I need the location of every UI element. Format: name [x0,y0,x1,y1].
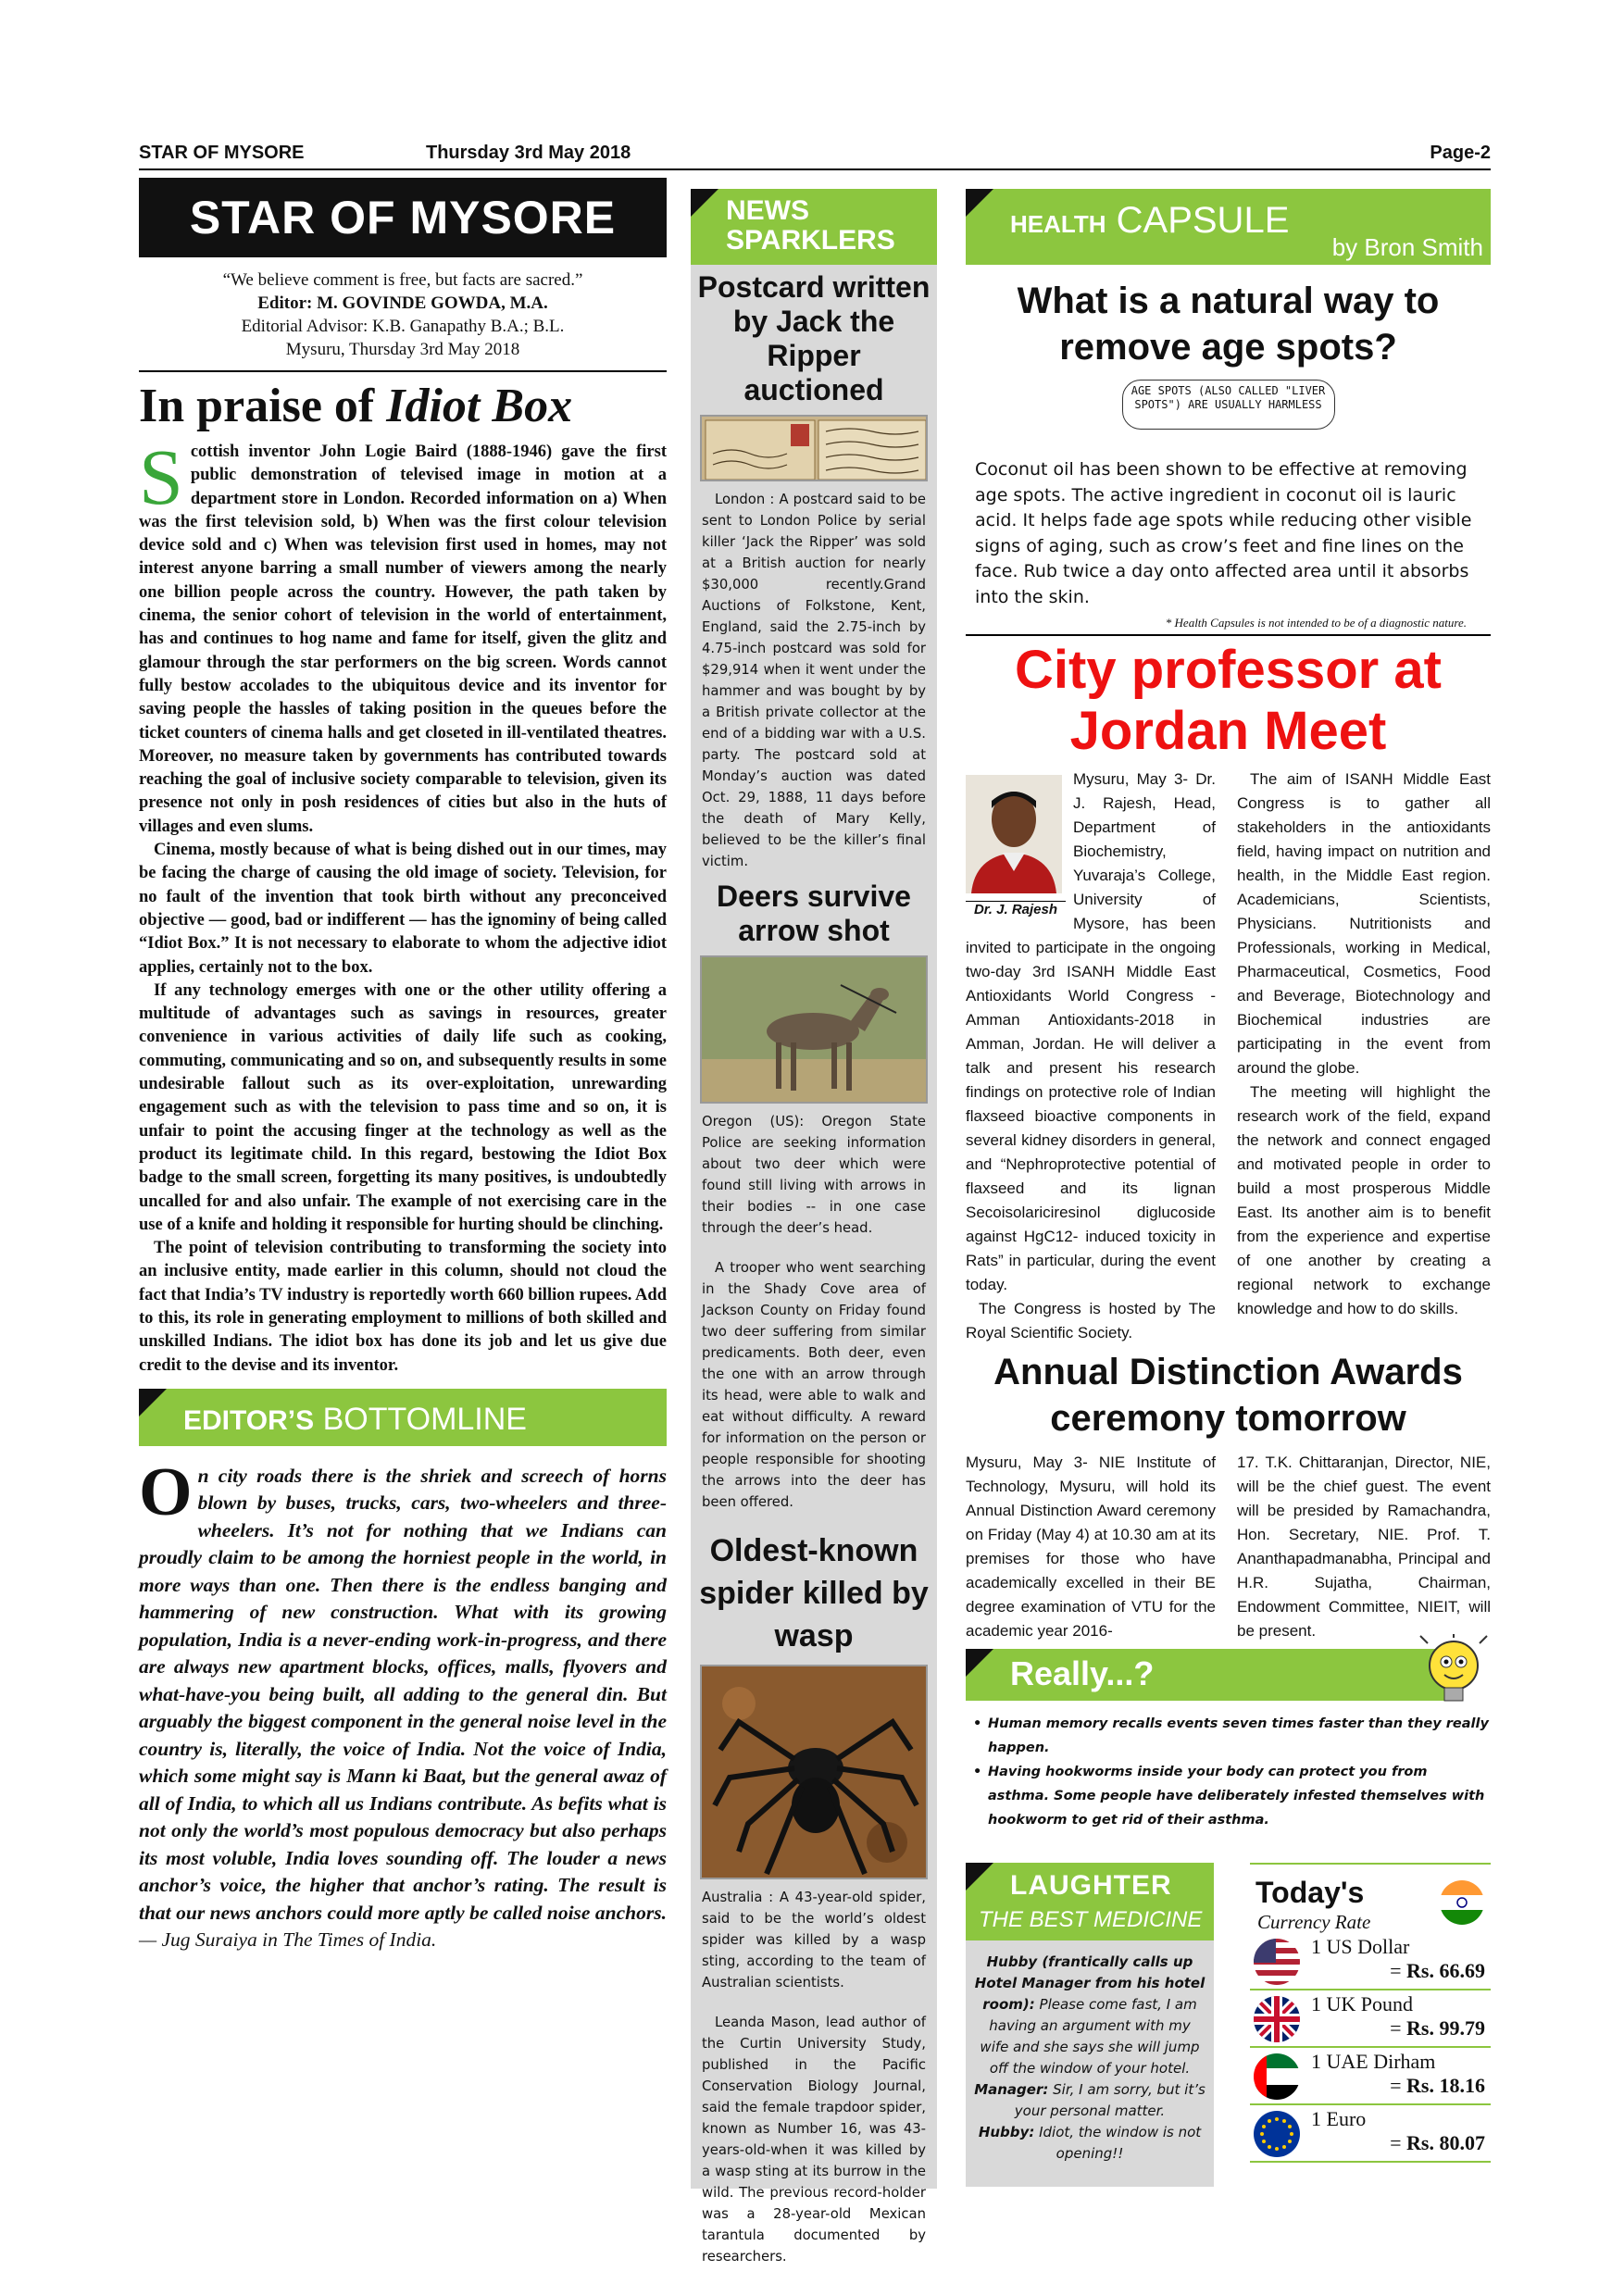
corner-triangle [691,189,718,217]
really-banner [966,1649,1491,1701]
india-flag-icon [1439,1879,1485,1926]
laughter-banner [966,1863,1214,1940]
corner-triangle [966,1863,993,1890]
news-sparklers-column [691,189,937,2265]
portrait-photo [966,775,1062,893]
currency-name: 1 UK Pound [1311,1992,1414,2015]
editorial-paragraph: If any technology emerges with one or the other utility offering a multitude of advantages such as savings in resources, greater convenience in various activities of daily life such as cooking, commuting, communicating and so on, and subsequently results in some undesirable fallout such as its over-exploitation, unrewarding engagement such as with the television to pass time and so on, it is unfair to point the accusing finger at the technology as well as the product its legitimate child. In this regard, bestowing the Idiot Box badge to the small screen, forgetting its many positives, is undoubtedly uncalled for and also unfair. The example of not exercising care in the use of a knife and holding it responsible for hurting should be clinching. [139,980,667,1234]
deer-photo [700,955,928,1104]
currency-title: Today's [1255,1876,1365,1909]
dropcap: O [139,1454,193,1530]
city-paragraph: The Congress is hosted by The Royal Scientific Society. [966,1300,1216,1341]
news-sparklers-banner [691,189,937,265]
health-capsule-label: HEALTH CAPSULE [1010,200,1290,241]
masthead-info [139,268,667,361]
story-body: Australia : A 43-year-old spider, said to be the world’s oldest spider was killed by a wasp sting, according to the team of Australian scientists. Leanda Mason, lead author of the Curtin University Study, published in the Pacific Conservation Biology Journal, said the female trapdoor spider, known as Number 16, was 43-years-old-when it was killed by a wasp sting at its burrow in the wild. The previous record-holder was a 28-year-old Mexican tarantula documented by researchers. [702,1890,926,2265]
currency-row [1250,2105,1491,2163]
bottomline-credit: — Jug Suraiya in The Times of India. [139,1928,437,1952]
city-story-right [1237,767,1491,1345]
awards-headline: Annual Distinction Awards ceremony tomorrow [993,1352,1463,1439]
portrait-block [966,775,1066,918]
currency-row [1250,2048,1491,2105]
health-byline: by Bron Smith [1331,233,1483,261]
city-story [966,767,1491,1345]
corner-triangle [966,189,993,217]
divider [139,370,667,372]
city-paragraph: The aim of ISANH Middle East Congress is to gather all stakeholders in the antioxidants field, having impact on nutrition and health, in the Middle East region. Academicians, Scientists, Physicians. Nutritionists and Professionals, working in Medical, Pharmaceutical, Cosmetics, Food and Beverage, Biotechnology and Biochemical industries are participating in the event from around the globe. [1237,770,1491,1077]
fact-item: • Having hookworms inside your body can protect you from asthma. Some people have deliberately infested themselves with hookworm to get rid of their asthma. [971,1760,1491,1832]
right-column [966,189,1491,1832]
really-facts [966,1712,1491,1832]
laughter-sublabel: THE BEST MEDICINE [979,1907,1203,1932]
currency-name: 1 UAE Dirham [1311,2050,1436,2073]
editorial-paragraph: Scottish inventor John Logie Baird (1888-1946) gave the first public demonstration of televised image in motion at a department store in London. Recorded information on a) When was the first television sold, b) When was the first colour television device sold and c) When was television first used in homes, may not interest anyone barring a small number of viewers among the nearly one billion people across the country. However, the path taken by cinema, the senior cohort of television in the world of entertainment, has and continues to hog name and fame for itself, given the glitz and glamour through the star performers on the big screen. Words cannot fully bestow accolades to the ubiquitous device and its inventor for saving people the hassles of taking position in the queues before the ticket counters of cinema halls and get closeted in ill-ventilated theatres. Moreover, no measure taken by governments has contributed towards reaching the goal of inclusive society comparable to television, given its presence not only in posh residences of cities but also in the huts of villages and even slums. [139,432,667,836]
dropcap: S [139,432,183,521]
city-paragraph: The meeting will highlight the research work of the field, expand the network and connect engaged and motivated people in order to build a most prosperous Middle East. Its another aim is to benefit from the experience and expertise of one another by creating a regional network to exchange knowledge and how to do skills. [1237,1083,1491,1317]
editorial-headline: In praise of Idiot Box [139,380,573,432]
eu-flag-icon [1252,2109,1302,2159]
currency-name: 1 US Dollar [1311,1935,1410,1958]
masthead-title: STAR OF MYSORE [139,178,667,257]
bottomline-text: On city roads there is the shriek and screech of horns blown by buses, trucks, cars, two-wheelers and three-wheelers. It’s not for nothing that we Indians can proudly claim to be among the horniest people in the world, in more ways than one. Then there is the endless banging and hammering of new construction. What with its growing population, India is a never-ending work-in-progress, and there are always new apartment blocks, offices, malls, flyovers and what-have-you being built, all adding to the general din. But arguably the biggest component in the general noise level in the country is, literally, the voice of India. Not the voice of India, which some might say is Mann ki Baat, but the general awaz of all of India, to which all us Indians contribute. As befits what is not only the world’s most populous democracy but also perhaps its most voluble, India loves sounding off. The louder a news anchor’s voice, the higher that anchor’s rating. The result is that our news anchors could more aptly be called noise anchors. — Jug Suraiya in The Times of India. [139,1454,667,1952]
masthead-editor: Editor: M. GOVINDE GOWDA, M.A. [257,293,548,313]
bottomline-banner [139,1389,667,1446]
joke-text: Hubby (frantically calls up Hotel Manager from his hotel room): Please come fast, I am having an argument with my wife and she says she will jump off the window of your hotel. Manager: Sir, I am sorry, but it’s your personal matter. Hubby: Idiot, the window is not opening!! [974,1953,1206,2162]
currency-row [1250,1933,1491,1990]
health-disclaimer: * Health Capsules is not intended to be of a diagnostic nature. [1165,616,1467,630]
corner-triangle [966,1649,993,1677]
masthead-dateline: Mysuru, Thursday 3rd May 2018 [285,340,520,359]
currency-value: = Rs. 80.07 [1390,2131,1485,2154]
story-headline: Postcard written by Jack the Ripper auctioned [697,270,931,406]
masthead-advisor: Editorial Advisor: K.B. Ganapathy B.A.; B.L. [241,317,565,336]
story-headline: Oldest-known spider killed by wasp [699,1533,929,1653]
editorial-body [139,432,667,1378]
header-paper-name: STAR OF MYSORE [139,143,305,163]
currency-value: = Rs. 99.79 [1390,2016,1485,2040]
editorial-paragraph: The point of television contributing to transforming the society into an inclusive entity, made earlier in this column, should not cloud the fact that India’s TV industry is reportedly worth 660 billion rupees. Add to this, its role in generating employment to millions of both skilled and unskilled Indians. The idiot box has done its job and let us give due credit to the devise and its inventor. [139,1239,667,1375]
us-flag-icon [1252,1937,1302,1987]
city-paragraph: Mysuru, May 3- Dr. J. Rajesh, Head, Department of Biochemistry, Yuvaraja’s College, University of Mysore, has been invited to participate in the ongoing two-day 3rd ISANH Middle East Antioxidants World Congress - Amman Antioxidants-2018 in Amman, Jordan. He will deliver a talk and present his research findings on protective role of Indian flaxseed bioactive components in several kidney disorders in general, and “Nephroprotective potential of flaxseed and its lignan Secoisolariciresinol diglucoside against HgC12- induced toxicity in Rats” in particular, during the event today. [966,770,1216,1293]
awards-story [966,1451,1491,1643]
health-text: Coconut oil has been shown to be effective at removing age spots. The active ingredient in coconut oil is lauric acid. It helps fade age spots while reducing other visible signs of aging, such as crow’s feet and fine lines on the face. Rub twice a day onto affected area until it absorbs into the skin. [975,459,1472,607]
editorial-paragraph: Cinema, mostly because of what is being dished out in our times, may be facing the charge of causing the old image of society. Television, for no fault of the invention that took birth without any preconceived objective — good, bad or indifferent — has the ignominy of being called “Idiot Box.” It is not necessary to elaborate to whom the adjective idiot applies, certainly not to the box. [139,841,667,977]
really-label: Really...? [1010,1654,1155,1692]
uk-flag-icon [1252,1994,1302,2044]
masthead-motto: “We believe comment is free, but facts are sacred.” [222,270,583,290]
header-page-number: Page-2 [1430,143,1491,163]
fact-item: • Human memory recalls events seven times faster than they really happen. [971,1712,1491,1760]
currency-value: = Rs. 66.69 [1390,1959,1485,1982]
age-spots-sketch: AGE SPOTS (ALSO CALLED "LIVER SPOTS") ARE USUALLY HARMLESS [1122,380,1335,430]
currency-subtitle: Currency Rate [1257,1911,1371,1933]
corner-triangle [139,1389,167,1416]
health-capsule-banner [966,189,1491,265]
laughter-box [966,1863,1214,2187]
uae-flag-icon [1252,2052,1302,2102]
portrait-caption: Dr. J. Rajesh [966,901,1066,918]
page-header [139,141,1491,170]
divider [966,634,1491,636]
editorial-column [139,178,667,1954]
currency-header [1250,1863,1491,1933]
currency-rate-box [1250,1863,1491,2196]
laughter-label: LAUGHTER [1010,1870,1172,1901]
currency-value: = Rs. 18.16 [1390,2074,1485,2097]
awards-paragraph: Mysuru, May 3- NIE Institute of Technology, Mysuru, will hold its Annual Distinction Award ceremony on Friday (May 4) at 10.30 am at its premises for those who have academically excelled in their BE degree examination of VTU for the academic year 2016- [966,1454,1216,1640]
lightbulb-icon [1417,1634,1491,1708]
bottomline-label: EDITOR’S BOTTOMLINE [183,1401,527,1437]
city-headline: City professor at Jordan Meet [1015,640,1442,761]
spider-photo [700,1665,928,1879]
currency-row [1250,1990,1491,2048]
story-headline: Deers survive arrow shot [717,880,911,947]
postcard-photo [700,415,928,481]
currency-name: 1 Euro [1311,2107,1367,2130]
city-story-left [966,767,1216,1345]
header-date: Thursday 3rd May 2018 [426,143,631,163]
health-question: What is a natural way to remove age spots? [1017,281,1440,368]
story-body: London : A postcard said to be sent to London Police by serial killer ‘Jack the Ripper’ was sold at a British auction for nearly $30,000 recently.Grand Auctions of Folkstone, Kent, England, said the 2.75-inch by 4.75-inch postcard was sold for $29,914 when it went under the hammer and was bought by by a British private collector at the end of a bidding war with a U.S. party. The postcard sold at Monday’s auction was dated Oct. 29, 1888, 11 days before the death of Mary Kelly, believed to be the killer’s final victim. [702,492,926,869]
story-body: Oregon (US): Oregon State Police are seeking information about two deer which were found still living with arrows in their bodies -- in one case through the deer’s head. A trooper who went searching in the Shady Cove area of Jackson County on Friday found two deer suffering from similar predicaments. Both deer, even the one with an arrow through its head, were able to walk and eat without difficulty. A reward for information on the person or people responsible for shooting the arrows into the deer has been offered. [702,1114,926,1510]
awards-paragraph: 17. T.K. Chittaranjan, Director, NIE, will be the chief guest. The event will be presided by Ramachandra, Hon. Secretary, NIE. Prof. T. Ananthapadmanabha, Principal and H.R. Sujatha, Chairman, Endowment Committee, NIEIT, will be present. [1237,1454,1491,1640]
news-sparklers-label: NEWS SPARKLERS [726,195,895,256]
